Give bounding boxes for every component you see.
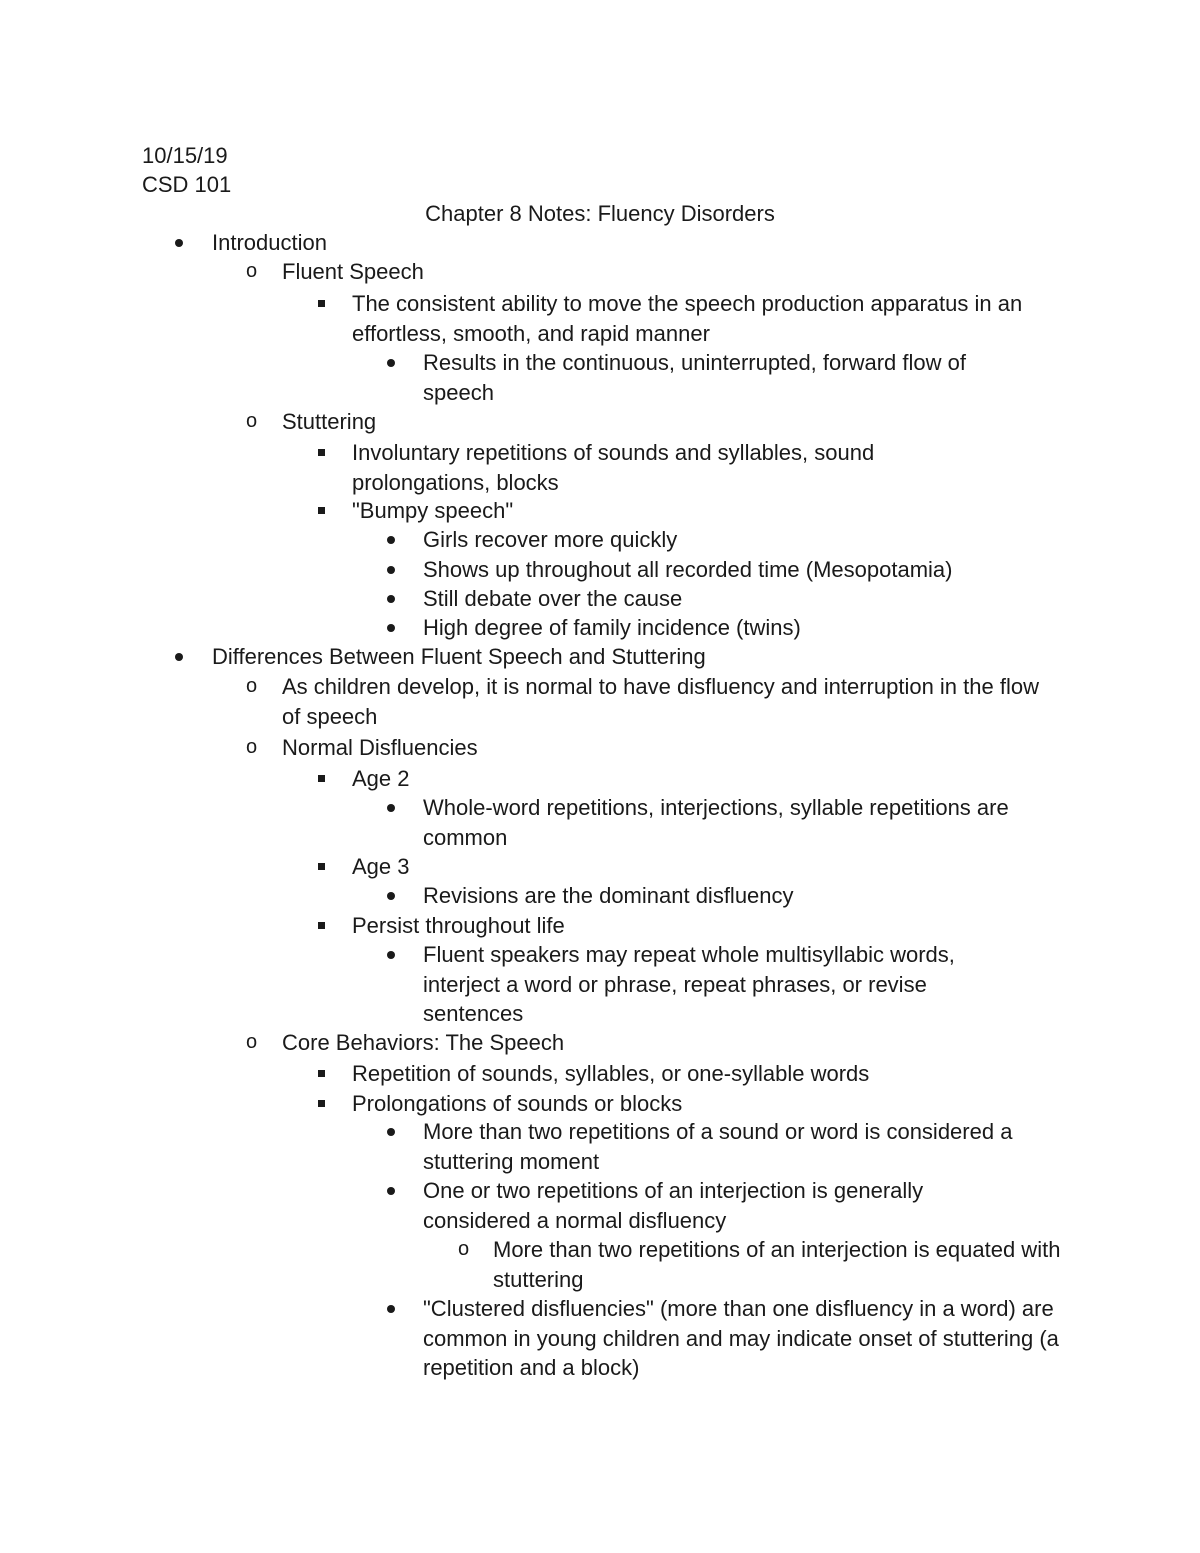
bullet-square-icon (318, 922, 325, 929)
bullet-circle-icon: o (246, 410, 258, 432)
bullet-square-icon (318, 775, 325, 782)
outline-item-level-4: Results in the continuous, uninterrupted, forward flow of speech (423, 350, 966, 405)
outline-item-level-3: The consistent ability to move the speech production apparatus in an effortless, smooth, and rapid manner (352, 291, 1023, 346)
outline-item-level-2: Normal Disfluencies (282, 735, 478, 760)
outline-item-level-3: Age 3 (352, 854, 410, 879)
outline-item-level-3: "Bumpy speech" (352, 498, 514, 523)
bullet-dot-icon (387, 1305, 395, 1313)
outline-item-level-2: Fluent Speech (282, 259, 424, 284)
outline-item-level-2: Core Behaviors: The Speech (282, 1030, 565, 1055)
outline-item-level-4: More than two repetitions of a sound or word is considered a stuttering moment (423, 1119, 1013, 1174)
outline-item-level-2: Stuttering (282, 409, 377, 434)
outline-item-level-5: More than two repetitions of an interjection is equated with stuttering (493, 1237, 1061, 1292)
outline-item-level-4: Revisions are the dominant disfluency (423, 883, 794, 908)
outline-item-level-4: Fluent speakers may repeat whole multisyllabic words, interject a word or phrase, repeat phrases, or revise sentences (423, 942, 955, 1026)
outline-item-level-4: Whole-word repetitions, interjections, syllable repetitions are common (423, 795, 1009, 850)
outline-item-level-4: High degree of family incidence (twins) (423, 615, 801, 640)
bullet-circle-icon: o (246, 736, 258, 758)
bullet-dot-icon (387, 951, 395, 959)
bullet-square-icon (318, 1100, 325, 1107)
outline-item-level-2: As children develop, it is normal to have disfluency and interruption in the flow of speech (282, 674, 1039, 729)
outline-item-level-3: Persist throughout life (352, 913, 565, 938)
bullet-dot-icon (387, 1187, 395, 1195)
bullet-dot-icon (387, 892, 395, 900)
outline-item-level-4: Shows up throughout all recorded time (Mesopotamia) (423, 557, 953, 582)
outline-item-level-4: Girls recover more quickly (423, 527, 678, 552)
bullet-dot-icon (175, 239, 183, 247)
bullet-dot-icon (387, 595, 395, 603)
bullet-circle-icon: o (458, 1238, 470, 1260)
bullet-dot-icon (387, 359, 395, 367)
outline-item-level-1: Differences Between Fluent Speech and Stuttering (212, 644, 706, 669)
bullet-circle-icon: o (246, 675, 258, 697)
bullet-circle-icon: o (246, 260, 258, 282)
bullet-square-icon (318, 1070, 325, 1077)
outline-item-level-4: One or two repetitions of an interjection is generally considered a normal disfluency (423, 1178, 924, 1233)
outline-item-level-3: Repetition of sounds, syllables, or one-syllable words (352, 1061, 870, 1086)
bullet-dot-icon (387, 536, 395, 544)
bullet-square-icon (318, 863, 325, 870)
bullet-dot-icon (175, 653, 183, 661)
bullet-square-icon (318, 300, 325, 307)
note-date: 10/15/19 (142, 143, 228, 168)
bullet-dot-icon (387, 804, 395, 812)
outline-item-level-3: Involuntary repetitions of sounds and syllables, sound prolongations, blocks (352, 440, 875, 495)
bullet-dot-icon (387, 624, 395, 632)
bullet-dot-icon (387, 566, 395, 574)
outline-item-level-3: Prolongations of sounds or blocks (352, 1091, 683, 1116)
outline-item-level-3: Age 2 (352, 766, 410, 791)
bullet-circle-icon: o (246, 1031, 258, 1053)
outline-item-level-1: Introduction (212, 230, 327, 255)
bullet-square-icon (318, 449, 325, 456)
outline-item-level-4: "Clustered disfluencies" (more than one disfluency in a word) are common in young children and may indicate onset of stuttering (a repetition and a block) (423, 1296, 1059, 1380)
outline-item-level-4: Still debate over the cause (423, 586, 683, 611)
bullet-square-icon (318, 507, 325, 514)
bullet-dot-icon (387, 1128, 395, 1136)
page-title: Chapter 8 Notes: Fluency Disorders (425, 201, 775, 226)
course-code: CSD 101 (142, 172, 232, 197)
